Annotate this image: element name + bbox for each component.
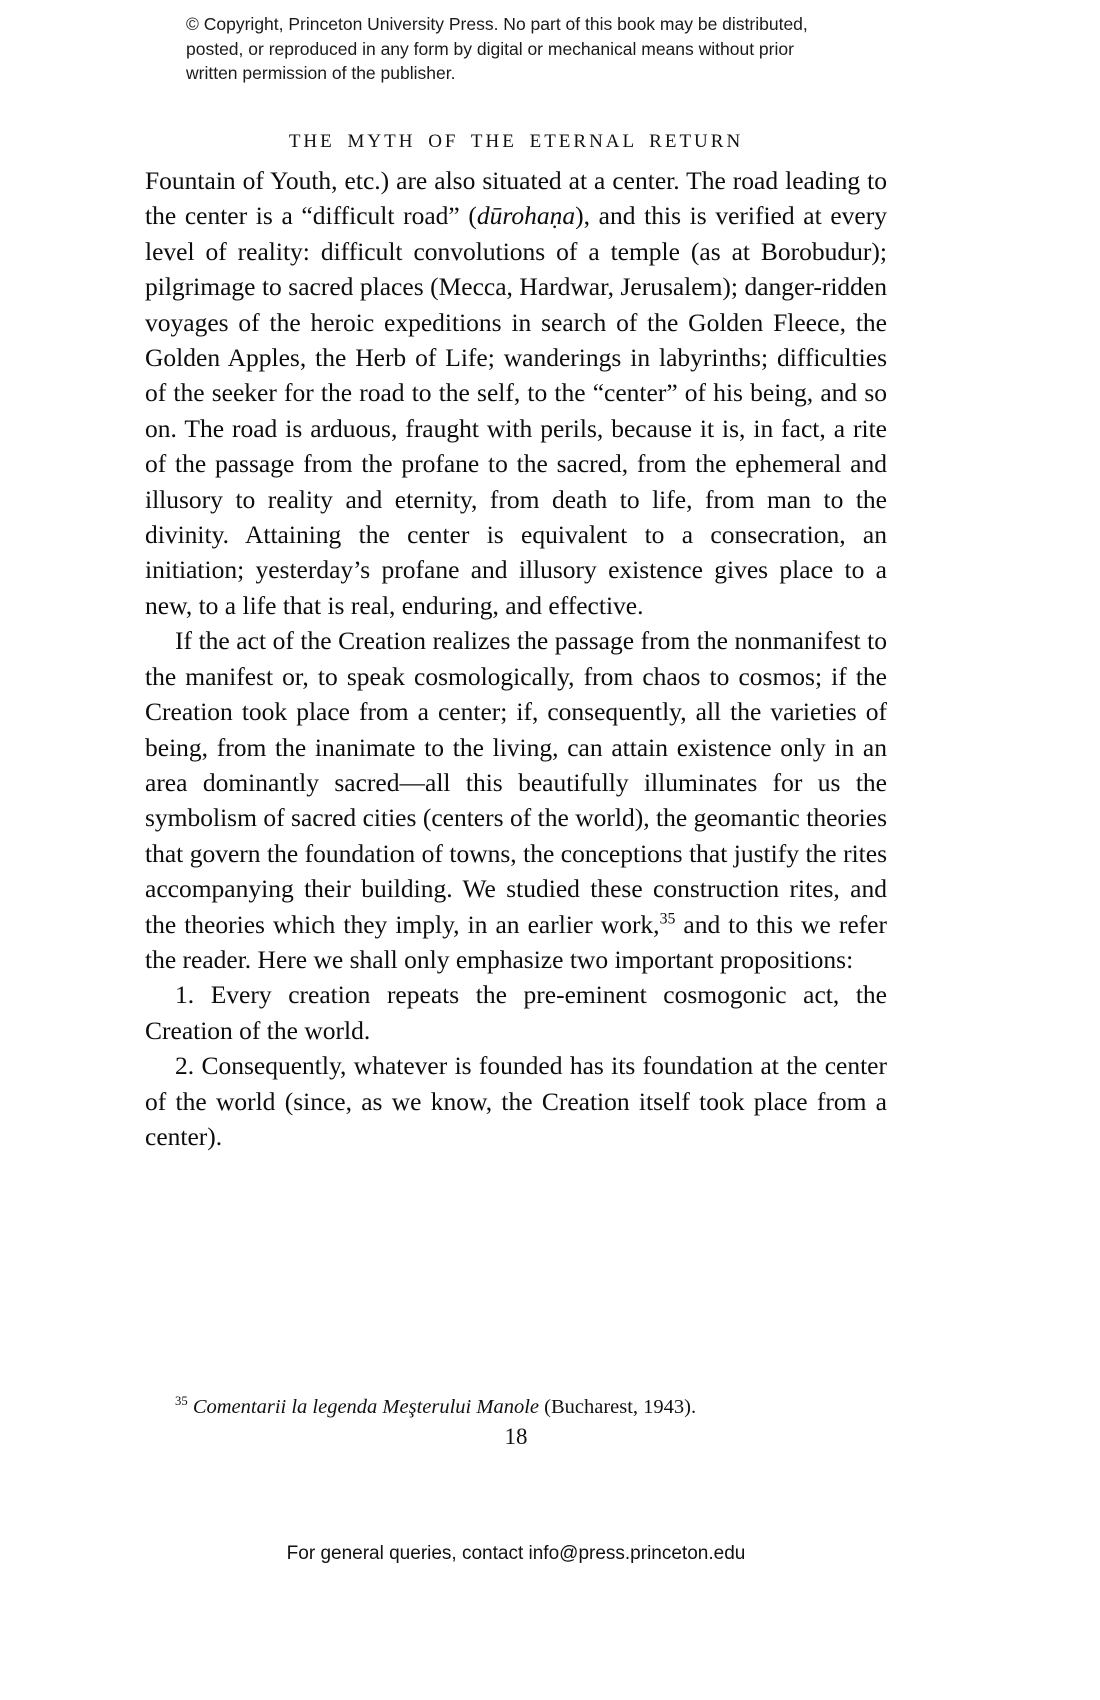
footnote-title: Comentarii la legenda Meşterului Manole: [187, 1396, 539, 1418]
copyright-notice: © Copyright, Princeton University Press. No part of this book may be distributed, posted, or reproduced in any form by digital or mechanical means without prior written permission of the publisher.: [186, 14, 808, 83]
text-segment: dūrohaṇa: [476, 201, 576, 231]
paragraph: [145, 977, 887, 1048]
page-number: 18: [504, 1424, 528, 1449]
footnote-citation: (Bucharest, 1943).: [539, 1396, 697, 1418]
text-segment: ), and this is verified at every level of reality: difficult convolutions of a temple (as at Borobudur); pilgrimage to sacred places (Mecca, Hardwar, Jerusalem); danger-ridden voyages of the heroic expeditions in search of the Golden Fleece, the Golden Apples, the Herb of Life; wanderings in labyrinths; difficulties of the seeker for the road to the self, to the “center” of his being, and so on. The road is arduous, fraught with perils, because it is, in fact, a rite of the passage from the profane to the sacred, from the ephemeral and illusory to reality and eternity, from death to life, from man to the divinity. Attaining the center is equivalent to a consecration, an initiation; yesterday’s profane and illusory existence gives place to a new, to a life that is real, enduring, and effective.: [145, 201, 887, 620]
text-segment: 1. Every creation repeats the pre-eminent cosmogonic act, the Creation of the world.: [145, 980, 887, 1045]
footer-contact: For general queries, contact info@press.princeton.edu: [286, 1543, 746, 1564]
paragraph: [145, 163, 887, 623]
footnote-reference: 35: [659, 910, 676, 928]
paragraph: [145, 623, 887, 977]
text-segment: 2. Consequently, whatever is founded has its foundation at the center of the world (since, as we know, the Creation itself took place from a center).: [145, 1051, 887, 1151]
body-text: [145, 163, 887, 1154]
footnote-marker: 35: [175, 1394, 188, 1409]
text-segment: If the act of the Creation realizes the passage from the nonmanifest to the manifest or, to speak cosmologically, from chaos to cosmos; if the Creation took place from a center; if, consequently, all the varieties of being, from the inanimate to the living, can attain existence only in an area dominantly sacred—all this beautifully illuminates for us the symbolism of sacred cities (centers of the world), the geomantic theories that govern the foundation of towns, the conceptions that justify the rites accompanying their building. We studied these construction rites, and the theories which they imply, in an earlier work,: [145, 626, 887, 939]
text-segment: Fountain of Youth, etc.) are also situated at a center. The road leading to the center is a “difficult road” (: [145, 166, 887, 231]
paragraph: [145, 1048, 887, 1154]
text-segment: and to this we refer the reader. Here we shall only emphasize two important propositions:: [145, 909, 887, 974]
running-head: THE MYTH OF THE ETERNAL RETURN: [288, 131, 744, 152]
footnote: [145, 1396, 887, 1419]
